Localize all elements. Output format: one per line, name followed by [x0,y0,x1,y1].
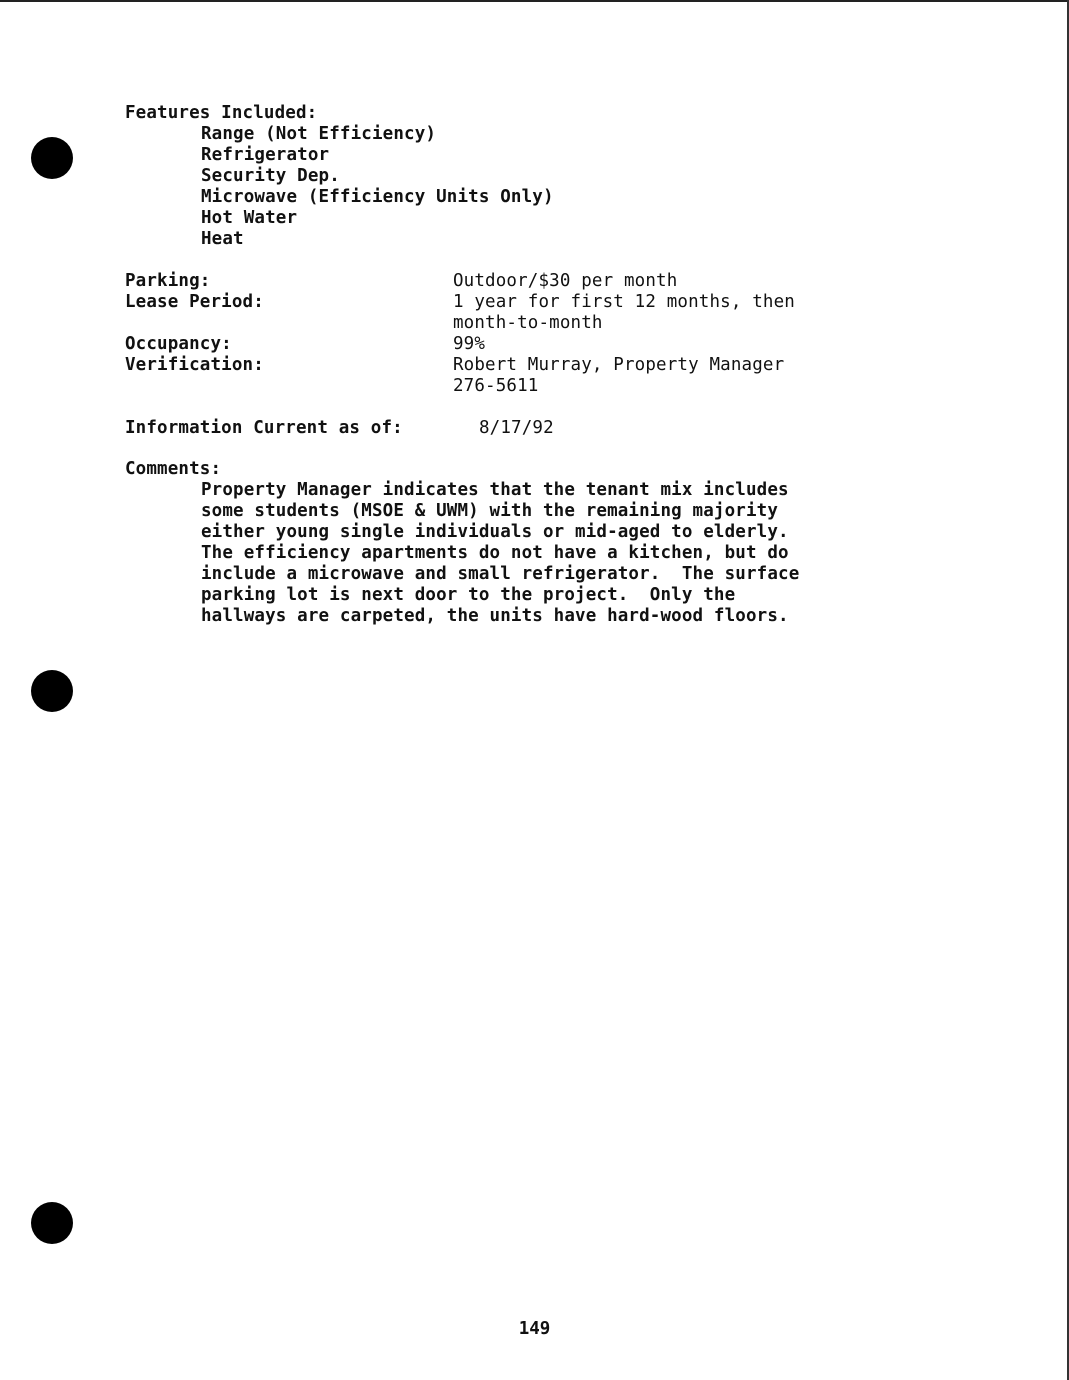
parking-label: Parking: [125,271,211,291]
binder-hole-bottom [31,1202,73,1244]
features-heading: Features Included: [125,103,318,123]
parking-value: Outdoor/$30 per month [453,271,678,291]
feature-item: Microwave (Efficiency Units Only) [201,187,554,207]
occupancy-value: 99% [453,334,486,354]
comment-line: Property Manager indicates that the tenant mix includes [201,480,789,500]
info-current-label: Information Current as of: [125,418,403,438]
lease-period-label: Lease Period: [125,292,264,312]
binder-hole-middle [31,670,73,712]
feature-item: Range (Not Efficiency) [201,124,437,144]
comment-line: parking lot is next door to the project. Only the [201,585,736,605]
binder-hole-top [31,137,73,179]
info-current-value: 8/17/92 [479,418,554,438]
verification-value-line1: Robert Murray, Property Manager [453,355,785,375]
feature-item: Hot Water [201,208,298,228]
comment-line: either young single individuals or mid-aged to elderly. [201,522,789,542]
lease-period-value-line1: 1 year for first 12 months, then [453,292,795,312]
comments-heading: Comments: [125,459,222,479]
page-number: 149 [518,1319,551,1339]
page-top-edge [0,0,1069,2]
feature-item: Refrigerator [201,145,330,165]
lease-period-value-line2: month-to-month [453,313,603,333]
verification-label: Verification: [125,355,264,375]
comment-line: The efficiency apartments do not have a kitchen, but do [201,543,789,563]
comment-line: hallways are carpeted, the units have hard-wood floors. [201,606,789,626]
occupancy-label: Occupancy: [125,334,232,354]
verification-value-line2: 276-5611 [453,376,539,396]
feature-item: Security Dep. [201,166,340,186]
comment-line: include a microwave and small refrigerator. The surface [201,564,800,584]
comment-line: some students (MSOE & UWM) with the remaining majority [201,501,779,521]
feature-item: Heat [201,229,244,249]
